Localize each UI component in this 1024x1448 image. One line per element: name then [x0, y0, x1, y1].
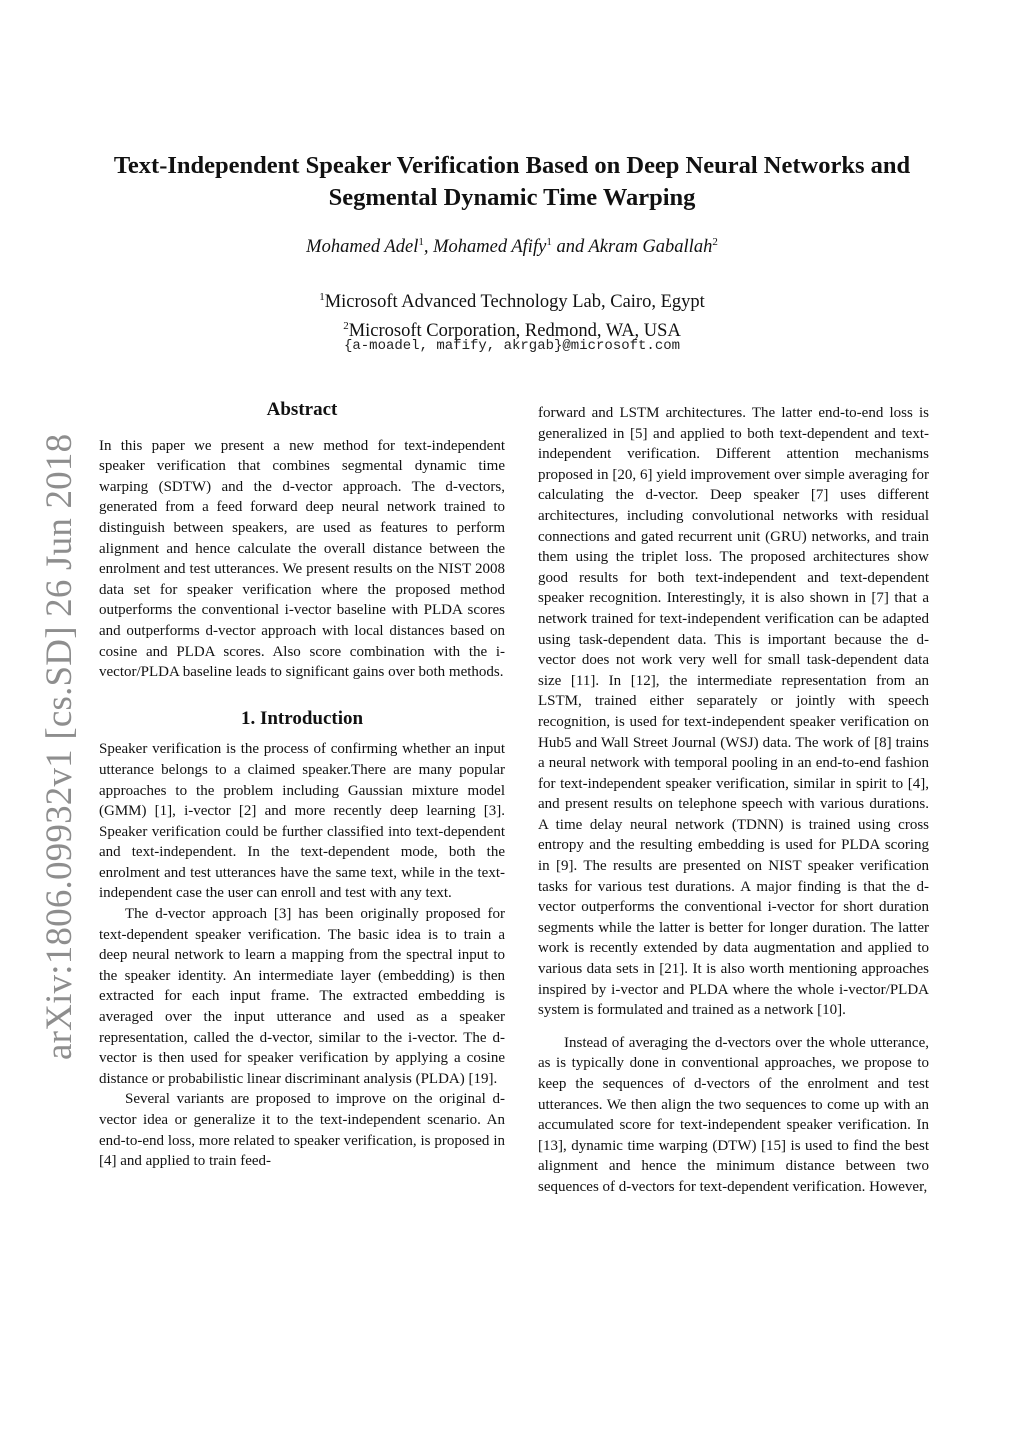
intro-paragraph: forward and LSTM architectures. The latter end-to-end loss is generalized in [5] and applied to both text-dependent and text-independent verification. Different attention mechanisms proposed in [20, 6] yield improvement over simple averaging for calculating the d-vector. Deep speaker [7] uses different architectures, including convolutional networks with residual connections and gated recurrent unit (GRU) networks, and train them using the triplet loss. The proposed architectures show good results for both text-independent and text-dependent speaker recognition. Interestingly, it is also shown in [7] that a network trained for text-independent verification can be adapted using task-dependent data. This is important because the d-vector does not work very well for small task-dependent data size [11]. In [12], the intermediate representation from an LSTM, trained either separately or jointly with speech recognition, is used for text-independent speaker verification on Hub5 and Wall Street Journal (WSJ) data. The work of [8] trains a neural network with temporal pooling in an end-to-end fashion for text-independent speaker verification, similar in spirit to [4], and present results on telephone speech with various durations. A time delay neural network (TDNN) is trained using cross entropy and the resulting embedding is used for PLDA scoring in [9]. The results are presented on NIST speaker verification tasks for various test durations. A major finding is that the d-vector outperforms the conventional i-vector for short duration segments while the latter is better for longer duration. The latter work is recently extended by data augmentation and applied to various data sets in [21]. It is also worth mentioning approaches inspired by i-vector and PLDA where the whole i-vector/PLDA system is formulated and trained as a network [10].: [538, 405, 929, 1019]
author-separator: ,: [423, 237, 434, 258]
paper-title: Text-Independent Speaker Verification Based on Deep Neural Networks and Segmental Dynamic Time Warping: [113, 152, 911, 211]
author-affil-mark: 2: [712, 236, 718, 248]
left-column: [99, 400, 505, 1172]
affiliations: [60, 285, 964, 343]
intro-paragraph: Speaker verification is the process of confirming whether an input utterance belongs to a claimed speaker.There are many popular approaches to the problem including Gaussian mixture model (GMM) [1], i-vector [2] and more recently deep learning [3]. Speaker verification could be further classified into text-dependent and text-independent. In the text-dependent mode, both the enrolment and test utterances have the same text, while in the text-independent case the user can enroll and test with any text.: [99, 741, 505, 902]
author-name: Mohamed Adel: [306, 237, 419, 258]
affiliation-mark: 2: [343, 320, 349, 333]
right-column: [538, 403, 929, 1198]
introduction-heading: 1. Introduction: [240, 707, 364, 729]
author-affil-mark: 1: [546, 236, 552, 248]
affiliation-line: [60, 285, 964, 314]
abstract-text: In this paper we present a new method for text-independent speaker verification that combines segmental dynamic time warping (SDTW) and the d-vector approach. The d-vectors, generated from a feed forward deep neural network trained to distinguish between speakers, are used as features to perform alignment and hence calculate the overall distance between the enrolment and test utterances. We present results on the NIST 2008 data set for speaker verification where the proposed method outperforms the conventional i-vector baseline with PLDA scores and outperforms d-vector approach with local distances based on cosine and PLDA scores. Also score combination with the i-vector/PLDA baseline leads to significant gains over both methods.: [99, 437, 505, 681]
author-emails: {a-moadel, mafify, akrgab}@microsoft.com: [343, 338, 681, 354]
author-name: Mohamed Afify: [433, 237, 547, 258]
affiliation-text: Microsoft Advanced Technology Lab, Cairo, Egypt: [324, 292, 705, 313]
author-name: Akram Gaballah: [588, 237, 713, 258]
author-list: [60, 236, 964, 258]
intro-paragraph: The d-vector approach [3] has been originally proposed for text-dependent speaker verification. The basic idea is to train a deep neural network to learn a mapping from the spectral input to the speaker identity. An intermediate layer (embedding) is then extracted for each input frame. The extracted embedding is averaged over the input utterance and used as a speaker representation, called the d-vector, similar to the i-vector. The d-vector is then used for speaker verification by applying a cosine distance or probabilistic linear discriminant analysis (PLDA) [19].: [99, 906, 505, 1087]
intro-paragraph: Instead of averaging the d-vectors over the whole utterance, as is typically done in conventional approaches, we propose to keep the sequences of d-vectors of the enrolment and test utterances. We then align the two sequences to come up with an accumulated score for text-independent speaker verification. In [13], dynamic time warping (DTW) [15] is used to find the best alignment and hence the minimum distance between two sequences of d-vectors for text-dependent verification. However,: [538, 1034, 929, 1195]
affiliation-mark: 1: [319, 291, 325, 303]
author-separator: and: [551, 237, 589, 258]
arxiv-id: arXiv:1806.09932v1 [cs.SD] 26 Jun 2018: [39, 433, 80, 1060]
affiliation-text: Microsoft Corporation, Redmond, WA, USA: [348, 321, 681, 342]
author-affil-mark: 1: [418, 236, 424, 248]
abstract-heading: Abstract: [266, 399, 338, 420]
intro-paragraph: Several variants are proposed to improve on the original d-vector idea or generalize it to the text-independent scenario. An end-to-end loss, more related to speaker verification, is proposed in [4] and applied to train feed-: [99, 1091, 505, 1170]
